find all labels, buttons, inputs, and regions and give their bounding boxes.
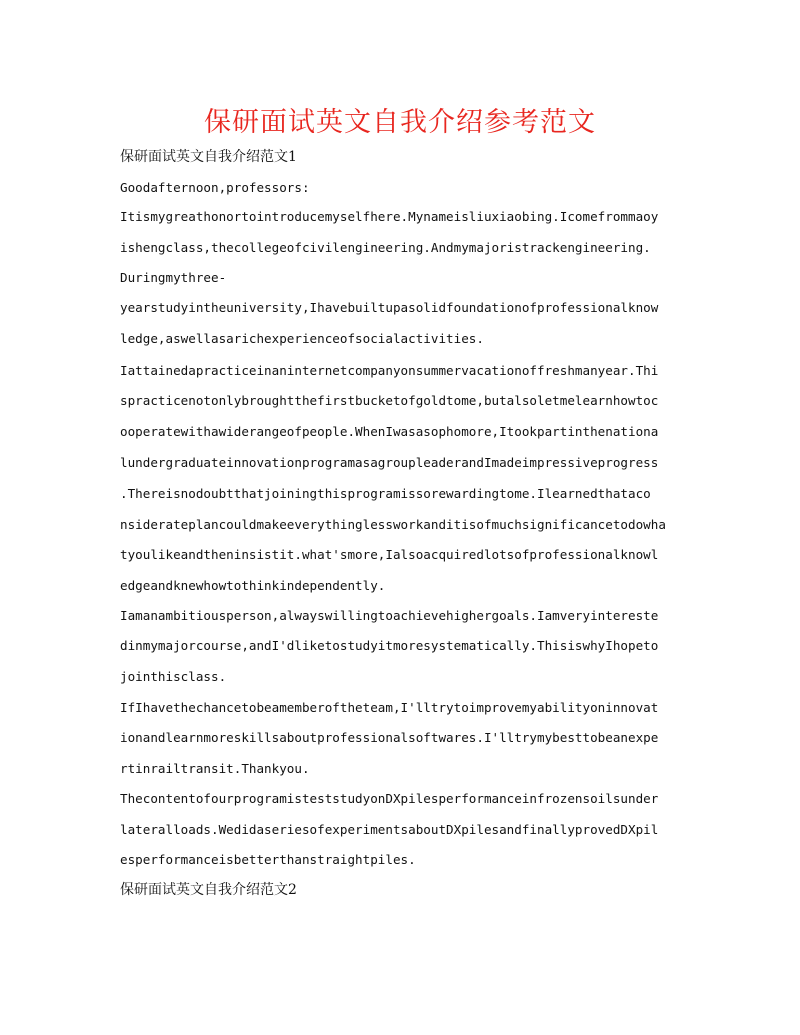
text-line: nsiderateplancouldmakeeverythinglessworkanditisofmuchsignificancetodowha <box>120 517 666 532</box>
text-line: .Thereisnodoubtthatjoiningthisprogramissorewardingtome.Ilearnedthataco <box>120 486 651 501</box>
text-line: jointhisclass. <box>120 669 227 684</box>
document-title: 保研面试英文自我介绍参考范文 <box>204 107 596 138</box>
text-line: edgeandknewhowtothinkindependently. <box>120 578 386 593</box>
text-line: Goodafternoon,professors: <box>120 180 310 195</box>
text-line: lateralloads.WedidaseriesofexperimentsaboutDXpilesandfinallyprovedDXpil <box>120 822 659 837</box>
section-heading-1: 保研面试英文自我介绍范文1 <box>120 149 297 165</box>
text-line: yearstudyintheuniversity,Ihavebuiltupasolidfoundationofprofessionalknow <box>120 300 659 315</box>
section-heading-2: 保研面试英文自我介绍范文2 <box>120 882 297 898</box>
text-line: Iattainedapracticeinaninternetcompanyonsummervacationoffreshmanyear.Thi <box>120 363 659 378</box>
text-line: rtinrailtransit.Thankyou. <box>120 761 310 776</box>
text-line: ThecontentofourprogramisteststudyonDXpilesperformanceinfrozensoilsunder <box>120 791 659 806</box>
text-line: ishengclass,thecollegeofcivilengineering.Andmymajoristrackengineering. <box>120 240 651 255</box>
text-line: tyoulikeandtheninsistit.what'smore,Ialsoacquiredlotsofprofessionalknowl <box>120 547 659 562</box>
text-line: lundergraduateinnovationprogramasagroupleaderandImadeimpressiveprogress <box>120 455 659 470</box>
text-line: ledge,aswellasarichexperienceofsocialactivities. <box>120 331 484 346</box>
text-line: ionandlearnmoreskillsaboutprofessionalsoftwares.I'lltrymybesttobeanexpe <box>120 730 659 745</box>
text-line: dinmymajorcourse,andI'dliketostudyitmoresystematically.ThisiswhyIhopeto <box>120 638 659 653</box>
text-line: spracticenotonlybroughtthefirstbucketofgoldtome,butalsoletmelearnhowtoc <box>120 393 659 408</box>
text-line: Iamanambitiousperson,alwayswillingtoachievehighergoals.Iamveryintereste <box>120 608 659 623</box>
text-line: Duringmythree- <box>120 270 227 285</box>
text-line: Itismygreathonortointroducemyselfhere.Mynameisliuxiaobing.Icomefrommaoy <box>120 209 659 224</box>
text-line: IfIhavethechancetobeamemberoftheteam,I'lltrytoimprovemyabilityoninnovat <box>120 700 659 715</box>
text-line: esperformanceisbetterthanstraightpiles. <box>120 852 416 867</box>
text-line: ooperatewithawiderangeofpeople.WhenIwasasophomore,Itookpartinthenationa <box>120 424 659 439</box>
